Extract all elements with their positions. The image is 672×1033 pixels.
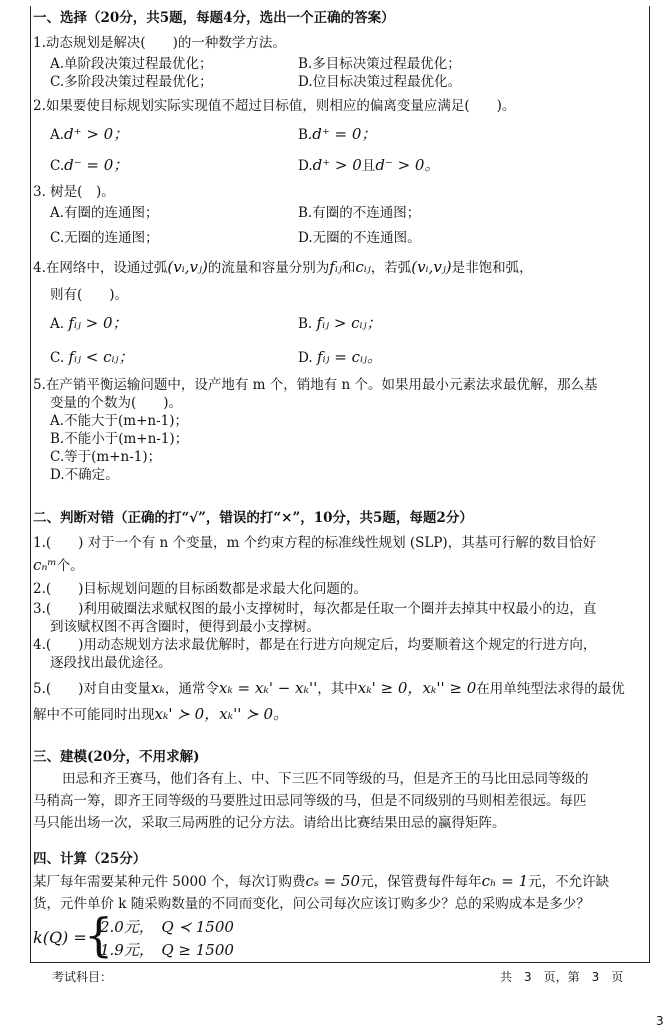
q2-option-d	[298, 156, 439, 175]
q3-option-b: B.有圈的不连通图；	[298, 205, 421, 221]
s2-q5-x: xₖ	[150, 679, 165, 697]
section3-title: 三、建模(20分，不用求解)	[33, 749, 200, 765]
q3-option-a: A.有圈的连通图；	[50, 205, 159, 221]
s2-q3-line2: 到该赋权图不再含圈时，便得到最小支撑树。	[50, 619, 320, 635]
s4-cs: cₛ = 50	[305, 872, 361, 890]
q2-b-math: d⁺ = 0；	[312, 125, 377, 143]
section1-title: 一、选择（20分，共5题，每题4分，选出一个正确的答案）	[33, 10, 395, 26]
q2-c-math: d⁻ = 0；	[64, 156, 129, 174]
q1-option-b: B.多目标决策过程最优化；	[298, 56, 461, 72]
s4-t3: 元，不允许缺	[528, 874, 610, 890]
q2-option-b	[298, 125, 376, 144]
q4-arc: (vᵢ,vⱼ)	[167, 258, 208, 276]
footer-pages: 共 3 页，第 3 页	[500, 970, 624, 984]
s2-q2: 2.( )目标规划问题的目标函数都是求最大化问题的。	[33, 581, 367, 597]
s2-q5-t3: ，其中	[317, 681, 358, 697]
piecewise-brace: {	[84, 908, 114, 962]
q5-option-b: B.不能小于(m+n-1)；	[50, 431, 189, 447]
s2-q5-t1: 5.( )对自由变量	[33, 681, 151, 697]
s4-para-line2: 货，元件单价 k 随采购数量的不同而变化，问公司每次应该订购多少？总的采购成本是多少？	[33, 896, 590, 912]
s3-para-line1: 田忌和齐王赛马，他们各有上、中、下三匹不同等级的马，但是齐王的马比田忌同等级的	[62, 771, 589, 787]
q2-d-math2: d⁻ > 0。	[375, 156, 440, 174]
s2-q1-comb: cₙᵐ	[33, 556, 57, 574]
q2-d-and: 且	[361, 158, 376, 174]
s4-para-line1	[33, 872, 609, 891]
q4-stem-line1	[33, 258, 533, 277]
q2-d-label: D.	[298, 158, 313, 174]
q5-stem-line2: 变量的个数为( )。	[50, 395, 183, 411]
q4-text-b: 的流量和容量分别为	[207, 260, 330, 276]
s4-t2: 元，保管费每件每年	[360, 874, 482, 890]
q3-option-c: C.无圈的连通图；	[50, 230, 159, 246]
q2-b-label: B.	[298, 127, 313, 143]
q4-text-d: 是非饱和弧，	[451, 260, 533, 276]
s3-para-line3: 马只能出场一次，采取三局两胜的记分方法。请给出比赛结果田忌的赢得矩阵。	[33, 815, 506, 831]
s2-q1-line1: 1.( ) 对于一个有 n 个变量，m 个约束方程的标准线性规划 (SLP)，其基可行解的数目恰好	[33, 535, 597, 551]
page-number: 3	[656, 1014, 664, 1028]
q4-c-math: fᵢⱼ < cᵢⱼ；	[68, 348, 134, 366]
s2-q5-eq: xₖ = xₖ' − xₖ''	[218, 679, 318, 697]
q5-option-c: C.等于(m+n-1)；	[50, 449, 162, 465]
q5-option-d: D.不确定。	[50, 467, 119, 483]
q4-option-b	[298, 314, 382, 333]
q4-option-d	[298, 348, 382, 367]
kq-case2: 1.9元， Q ≥ 1500	[100, 941, 234, 959]
q4-and: 和	[341, 260, 356, 276]
q4-a-math: fᵢⱼ > 0；	[68, 314, 128, 332]
q2-a-math: d⁺ > 0；	[64, 125, 129, 143]
q3-option-d: D.无圈的不连通图。	[298, 230, 421, 246]
kq-case1: 2.0元， Q ≺ 1500	[100, 918, 234, 936]
s2-q5-c4: xₖ'' ≻ 0。	[219, 705, 289, 723]
section4-title: 四、计算（25分）	[33, 851, 147, 867]
footer-subject: 考试科目：	[52, 970, 113, 984]
s2-q5-c3: xₖ' ≻ 0，	[154, 705, 220, 723]
s2-q4-line2: 逐段找出最优途径。	[50, 655, 172, 671]
q2-c-label: C.	[50, 158, 65, 174]
s2-q5-c1: xₖ' ≥ 0，	[357, 679, 423, 697]
q4-stem-line2: 则有( )。	[50, 287, 129, 303]
q2-option-a	[50, 125, 128, 144]
s4-ch: cₕ = 1	[481, 872, 529, 890]
q4-c-label: C.	[50, 350, 65, 366]
q2-d-math1: d⁺ > 0	[312, 156, 362, 174]
q1-option-c: C.多阶段决策过程最优化；	[50, 74, 213, 90]
q4-option-c	[50, 348, 133, 367]
q3-stem: 3. 树是( )。	[33, 184, 115, 200]
q4-text-a: 4.在网络中，设通过弧	[33, 260, 168, 276]
q4-capacity: cᵢⱼ	[355, 258, 371, 276]
q4-b-label: B.	[298, 316, 313, 332]
q4-a-label: A.	[50, 316, 65, 332]
s2-q3-line1: 3.( )利用破圈法求赋权图的最小支撑树时，每次都是任取一个圈并去掉其中权最小的边，直	[33, 601, 597, 617]
s2-q5-t2: ，通常令	[164, 681, 219, 697]
s2-q5-c2: xₖ'' ≥ 0	[422, 679, 477, 697]
q1-option-a: A.单阶段决策过程最优化；	[50, 56, 213, 72]
q4-flow: fᵢⱼ	[329, 258, 342, 276]
q4-b-math: fᵢⱼ > cᵢⱼ；	[316, 314, 382, 332]
q2-option-c	[50, 156, 128, 175]
s4-t1: 某厂每年需要某种元件 5000 个，每次订购费	[33, 874, 306, 890]
s2-q5-line2	[33, 705, 288, 724]
q4-arc2: (vᵢ,vⱼ)	[411, 258, 452, 276]
s2-q5-line1	[33, 679, 625, 698]
s2-q1-line2	[33, 556, 84, 575]
q4-d-math: fᵢⱼ = cᵢⱼ。	[316, 348, 382, 366]
s3-para-line2: 马稍高一筹，即齐王同等级的马要胜过田忌同等级的马，但是不同级别的马则相差很远。每匹	[33, 793, 587, 809]
q1-option-d: D.位目标决策过程最优化。	[298, 74, 462, 90]
kq-label: k(Q) =	[33, 928, 87, 947]
q5-stem-line1: 5.在产销平衡运输问题中，设产地有 m 个，销地有 n 个。如果用最小元素法求最优解，那么基	[33, 377, 598, 393]
q2-a-label: A.	[50, 127, 65, 143]
s2-q5-t5: 解中不可能同时出现	[33, 707, 155, 723]
s2-q1-tail: 个。	[56, 558, 84, 574]
q4-option-a	[50, 314, 128, 333]
q5-option-a: A.不能大于(m+n-1)；	[50, 413, 189, 429]
section2-title: 二、判断对错（正确的打“√”，错误的打“×”，10分，共5题，每题2分）	[33, 510, 473, 526]
q2-stem: 2.如果要使目标规划实际实现值不超过目标值，则相应的偏离变量应满足( )。	[33, 98, 516, 114]
q4-text-c: ，若弧	[370, 260, 412, 276]
q4-d-label: D.	[298, 350, 313, 366]
s2-q4-line1: 4.( )用动态规划方法求最优解时，都是在行进方向规定后，均要顺着这个规定的行进方向，	[33, 637, 597, 653]
s2-q5-t4: 在用单纯型法求得的最优	[476, 681, 625, 697]
q1-stem: 1.动态规划是解决( )的一种数学方法。	[33, 35, 286, 51]
